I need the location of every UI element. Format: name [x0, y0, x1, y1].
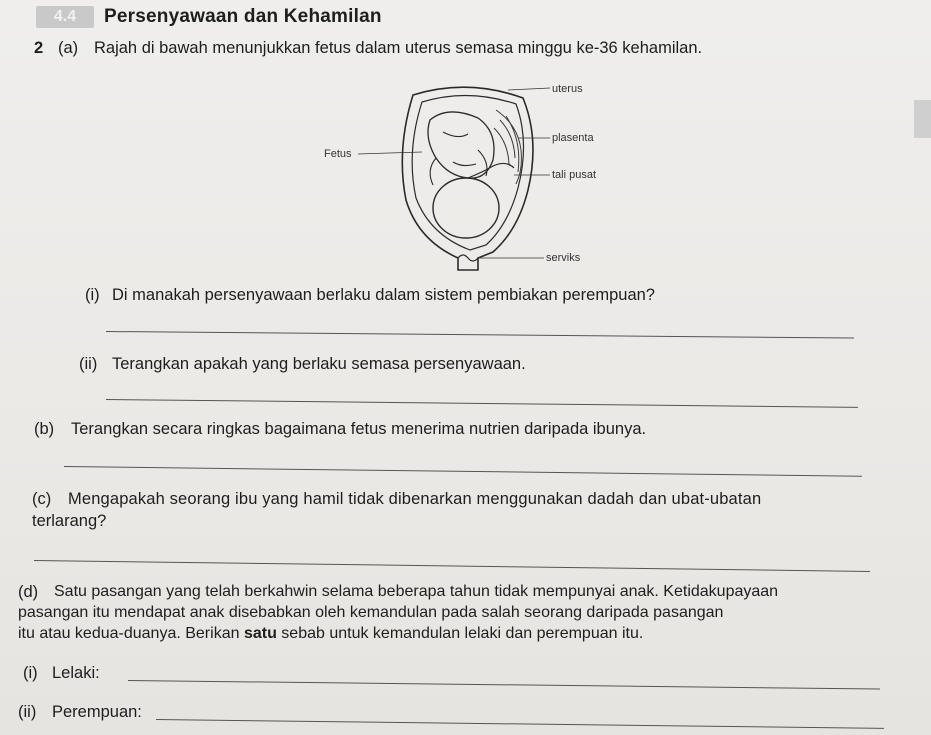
answer-line-b[interactable]: [64, 466, 862, 477]
label-plasenta: plasenta: [552, 132, 594, 144]
page-title: Persenyawaan dan Kehamilan: [104, 6, 382, 27]
q2d-line1: Satu pasangan yang telah berkahwin selama beberapa tahun tidak mempunyai anak. Ketidakupayaan: [54, 583, 779, 600]
label-fetus: Fetus: [324, 148, 352, 160]
label-serviks: serviks: [546, 252, 581, 264]
q2d-label: (d): [18, 583, 39, 601]
q2d-line3-post: sebab untuk kemandulan lelaki dan perempuan itu.: [276, 625, 644, 642]
q2b-text: Terangkan secara ringkas bagaimana fetus menerima nutrien daripada ibunya.: [71, 420, 647, 438]
q2d-i-text: Lelaki:: [52, 664, 100, 682]
q2c-line2: terlarang?: [32, 512, 107, 530]
q2d-line2: pasangan itu mendapat anak disebabkan oleh kemandulan pada salah seorang daripada pasangan: [18, 604, 724, 621]
answer-line-a-i[interactable]: [106, 331, 854, 339]
placenta: [494, 110, 521, 184]
cervix: [458, 255, 478, 261]
question-number: 2: [34, 39, 44, 57]
label-tali-pusat: tali pusat: [552, 169, 597, 181]
q2a-label: (a): [58, 39, 79, 57]
q2a-ii-text: Terangkan apakah yang berlaku semasa persenyawaan.: [112, 355, 526, 373]
q2d-line3-bold: satu: [243, 625, 277, 642]
q2a-i-label: (i): [85, 286, 100, 304]
q2d-i-label: (i): [23, 664, 38, 682]
page-edge-tab: [914, 100, 931, 138]
q2a-ii-label: (ii): [79, 355, 98, 373]
answer-line-d-i[interactable]: [128, 680, 880, 690]
q2c-label: (c): [32, 490, 52, 508]
q2d-ii-text: Perempuan:: [52, 703, 142, 721]
q2a-intro: Rajah di bawah menunjukkan fetus dalam uterus semasa minggu ke-36 kehamilan.: [94, 39, 703, 57]
fetus-body: [428, 112, 494, 178]
fetus-uterus-diagram: [318, 80, 618, 280]
fetus-head: [433, 178, 499, 238]
answer-line-a-ii[interactable]: [106, 399, 858, 408]
q2c-line1: Mengapakah seorang ibu yang hamil tidak dibenarkan menggunakan dadah dan ubat-ubatan: [68, 490, 762, 508]
q2a-i-text: Di manakah persenyawaan berlaku dalam sistem pembiakan perempuan?: [112, 286, 655, 304]
label-uterus: uterus: [552, 83, 583, 95]
q2b-label: (b): [34, 420, 55, 438]
section-badge: 4.4: [36, 6, 94, 28]
q2d-line3: [18, 625, 643, 643]
answer-line-d-ii[interactable]: [156, 719, 884, 729]
q2d-line3-pre: itu atau kedua-duanya. Berikan: [18, 625, 244, 642]
q2d-ii-label: (ii): [18, 703, 37, 721]
answer-line-c[interactable]: [34, 560, 870, 572]
